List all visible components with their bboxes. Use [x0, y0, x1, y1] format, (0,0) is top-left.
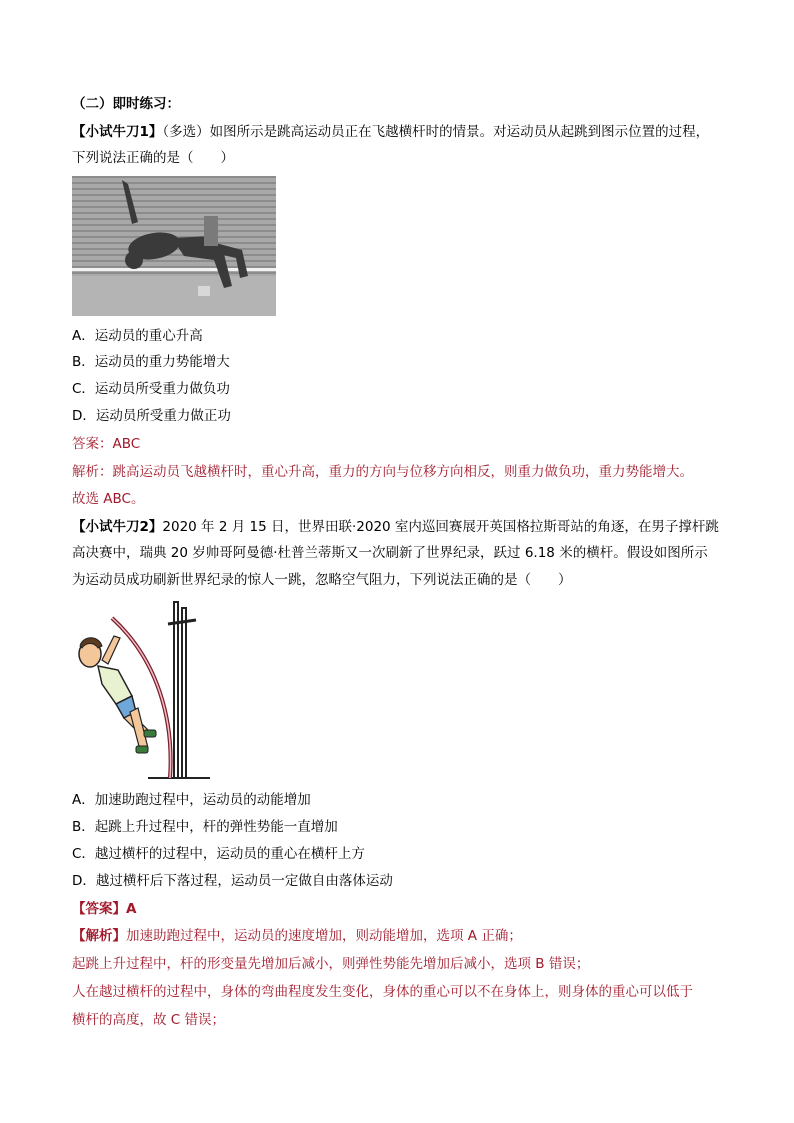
q1-line1	[72, 123, 709, 141]
q1-option-b: B．运动员的重力势能增大	[72, 354, 230, 370]
q1-line2: 下列说法正确的是（ ）	[72, 150, 234, 166]
q1-tag: 【小试牛刀1】	[72, 124, 163, 140]
q2-analysis-line1	[72, 927, 522, 945]
q2-analysis-tag: 【解析】	[72, 928, 126, 944]
q2-option-d: D．越过横杆后下落过程，运动员一定做自由落体运动	[72, 873, 393, 889]
q2-tag: 【小试牛刀2】	[72, 519, 163, 535]
q1-analysis-line1: 解析：跳高运动员飞越横杆时，重心升高，重力的方向与位移方向相反，则重力做负功，重力势能增大。	[72, 464, 693, 480]
q2-answer: 【答案】A	[72, 901, 137, 917]
q2-option-c: C．越过横杆的过程中，运动员的重心在横杆上方	[72, 846, 365, 862]
q1-text1: （多选）如图所示是跳高运动员正在飞越横杆时的情景。对运动员从起跳到图示位置的过程，	[162, 124, 710, 140]
q2-text1: 2020 年 2 月 15 日，世界田联·2020 室内巡回赛展开英国格拉斯哥站的角逐，在男子撑杆跳	[162, 519, 719, 535]
q1-option-a: A．运动员的重心升高	[72, 328, 203, 344]
q1-option-c: C．运动员所受重力做负功	[72, 381, 230, 397]
q2-analysis-line2: 起跳上升过程中，杆的形变量先增加后减小，则弹性势能先增加后减小，选项 B 错误；	[72, 956, 590, 972]
q2-analysis-line3: 人在越过横杆的过程中，身体的弯曲程度发生变化，身体的重心可以不在身体上，则身体的重心可以低于	[72, 984, 693, 1000]
q2-option-b: B．起跳上升过程中，杆的弹性势能一直增加	[72, 819, 338, 835]
q1-analysis-line2: 故选 ABC。	[72, 491, 145, 507]
q1-answer: 答案：ABC	[72, 436, 141, 452]
q2-line3: 为运动员成功刷新世界纪录的惊人一跳，忽略空气阻力，下列说法正确的是（ ）	[72, 572, 572, 588]
high-jump-photo-svg	[72, 176, 276, 316]
high-jump-photo	[72, 176, 276, 316]
section-title: （二）即时练习：	[72, 96, 180, 112]
q2-analysis-line4: 横杆的高度，故 C 错误；	[72, 1012, 226, 1028]
q2-option-a: A．加速助跑过程中，运动员的动能增加	[72, 792, 311, 808]
q2-line2: 高决赛中，瑞典 20 岁帅哥阿曼德·杜普兰蒂斯又一次刷新了世界纪录，跃过 6.18 米的横杆。假设如图所示	[72, 545, 708, 561]
q2-line1	[72, 518, 719, 536]
q1-option-d: D．运动员所受重力做正功	[72, 408, 231, 424]
q2-analysis-text1: 加速助跑过程中，运动员的速度增加，则动能增加，选项 A 正确；	[126, 928, 522, 944]
pole-vault-illustration	[72, 600, 212, 780]
pole-vault-illustration-svg	[72, 600, 212, 780]
